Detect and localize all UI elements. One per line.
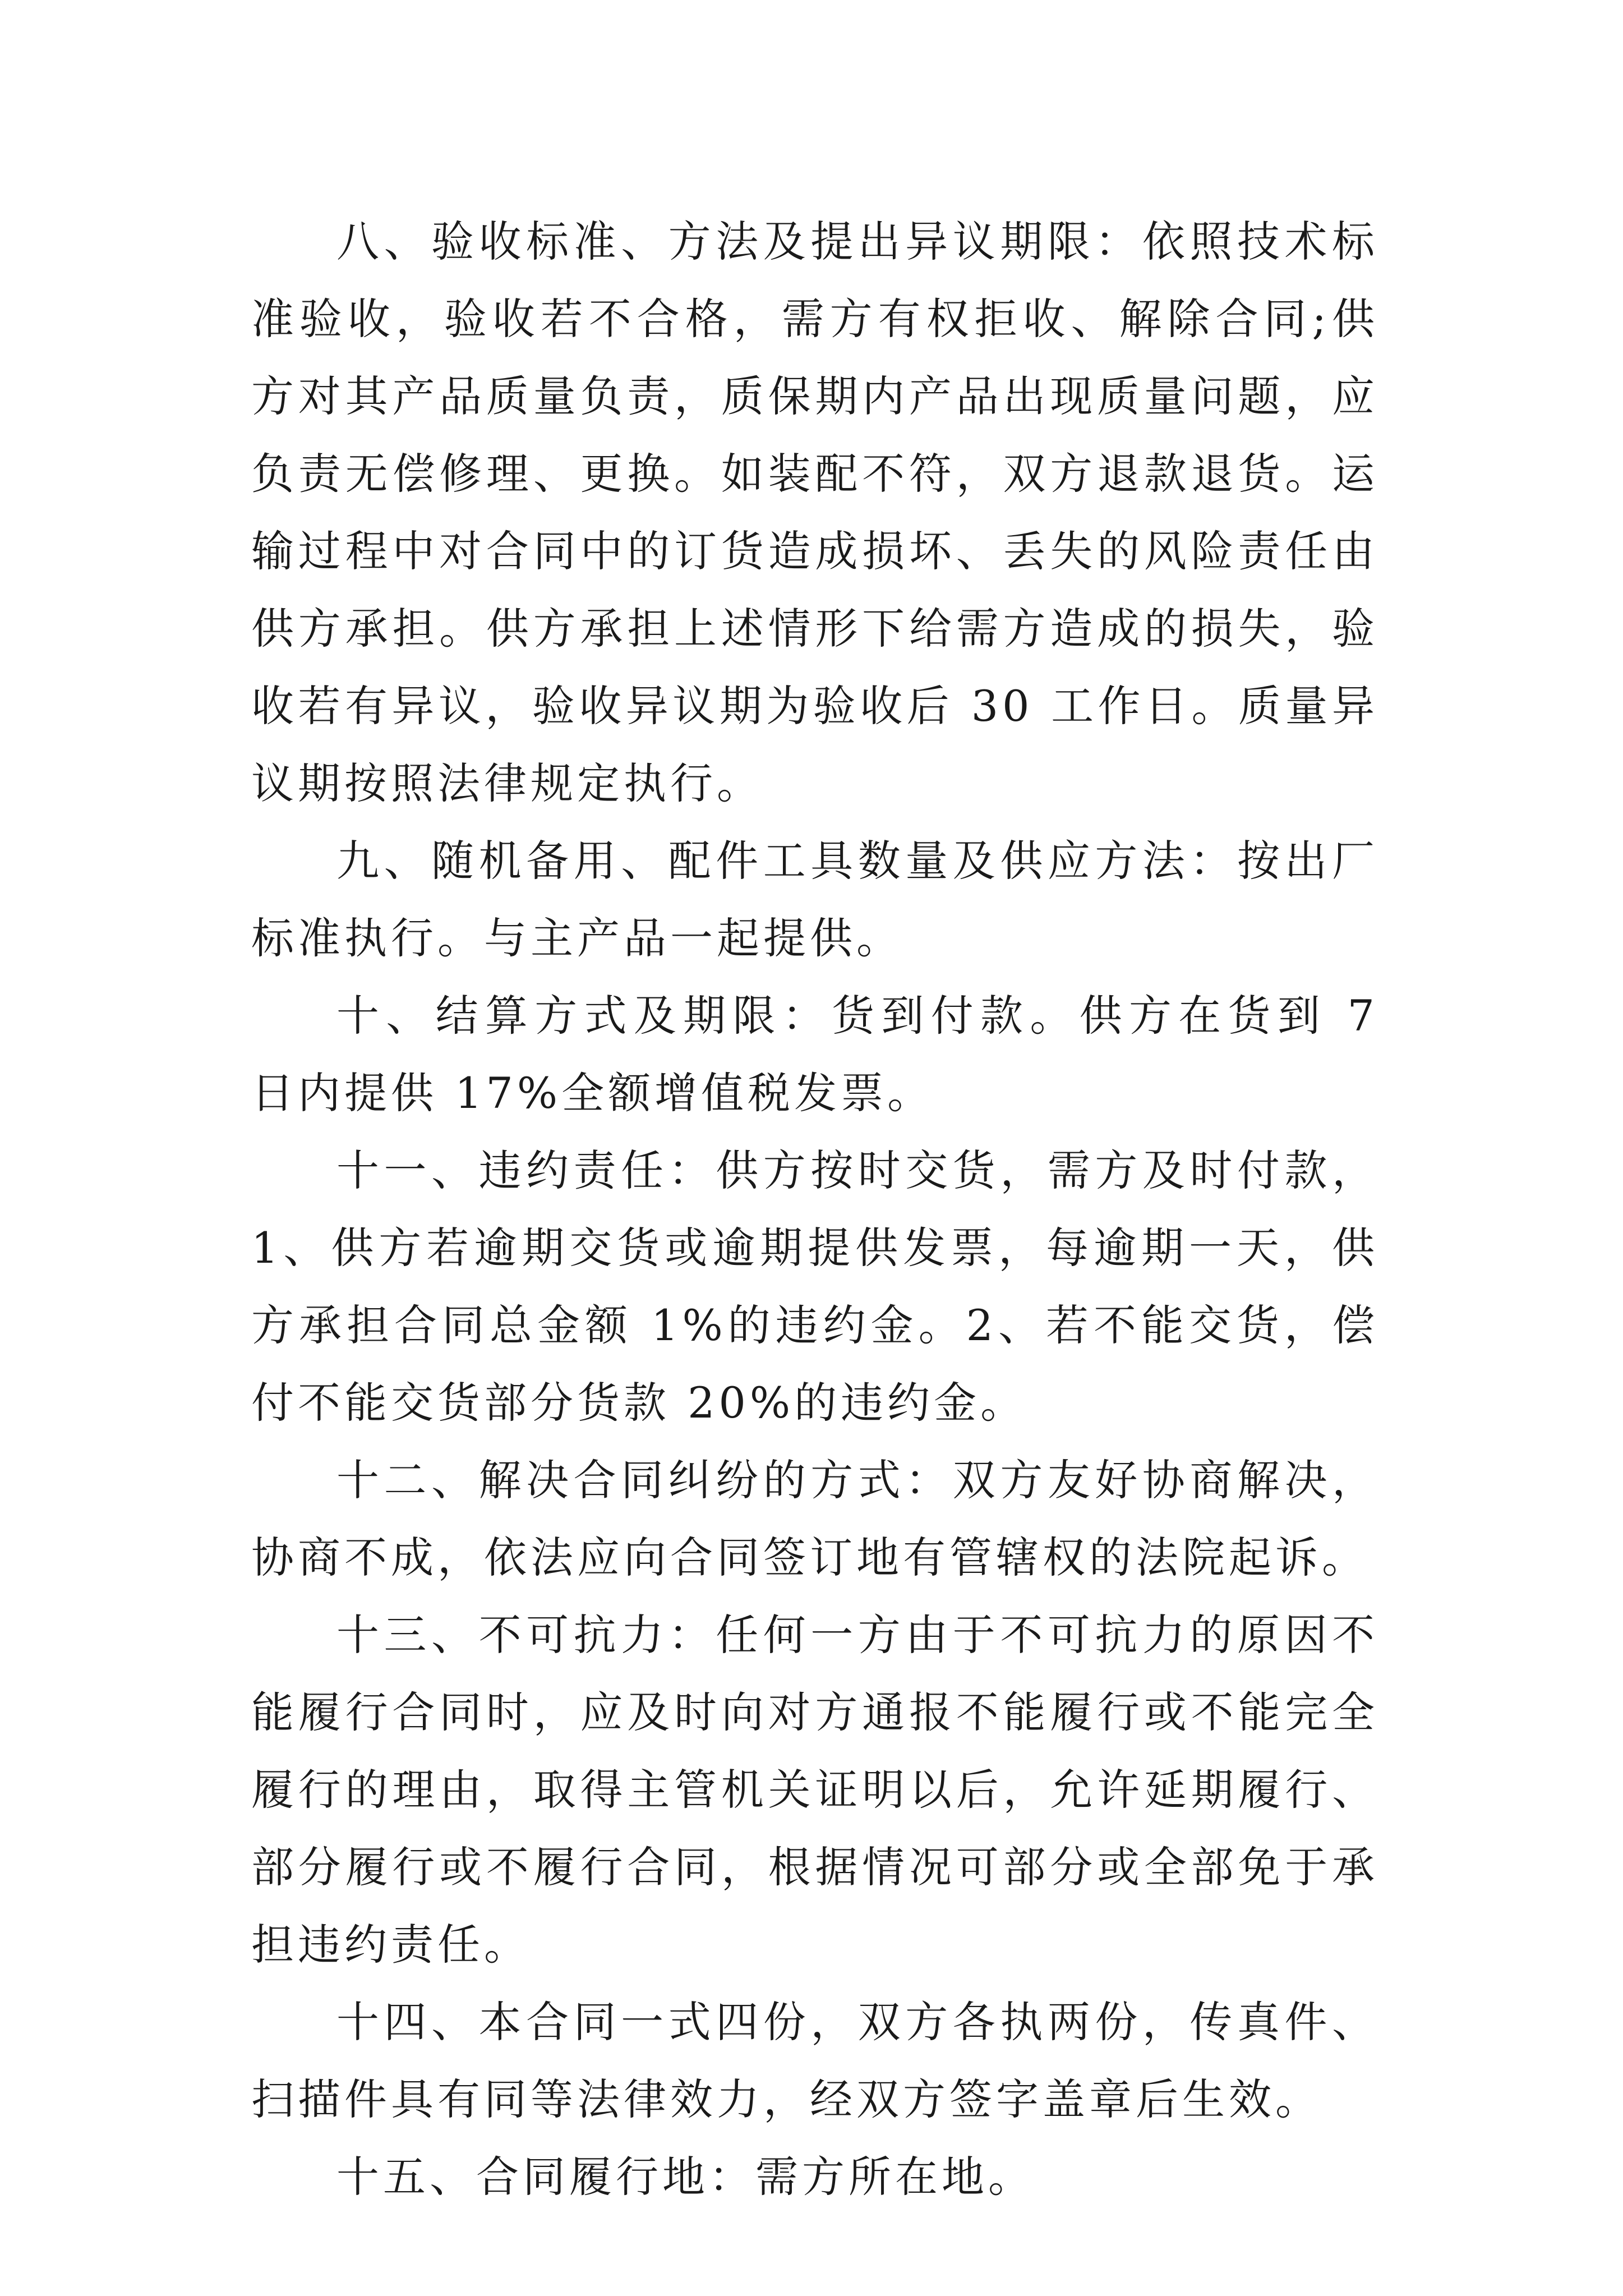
clause-14-copies: 十四、本合同一式四份，双方各执两份，传真件、扫描件具有同等法律效力，经双方签字盖章后生效。	[251, 1997, 1378, 2124]
clause-10-settlement: 十、结算方式及期限：货到付款。供方在货到 7 日内提供 17%全额增值税发票。	[251, 991, 1378, 1118]
clause-9-spare-parts: 九、随机备用、配件工具数量及供应方法：按出厂标准执行。与主产品一起提供。	[251, 836, 1378, 963]
clause-8-acceptance: 八、验收标准、方法及提出异议期限：依照技术标准验收，验收若不合格，需方有权拒收、解除合同;供方对其产品质量负责，质保期内产品出现质量问题，应负责无偿修理、更换。如装配不符，双方退款退货。运输过程中对合同中的订货造成损坏、丢失的风险责任由供方承担。供方承担上述情形下给需方造成的损失，验收若有异议，验收异议期为验收后 30 工作日。质量异议期按照法律规定执行。	[251, 217, 1378, 808]
clause-11-liability: 十一、违约责任：供方按时交货，需方及时付款，1、供方若逾期交货或逾期提供发票，每逾期一天，供方承担合同总金额 1%的违约金。2、若不能交货，偿付不能交货部分货款 20%的违约金。	[251, 1145, 1378, 1428]
contract-body	[251, 203, 1378, 2216]
clause-12-disputes: 十二、解决合同纠纷的方式：双方友好协商解决，协商不成，依法应向合同签订地有管辖权的法院起诉。	[251, 1455, 1378, 1582]
clause-13-force-majeure: 十三、不可抗力：任何一方由于不可抗力的原因不能履行合同时，应及时向对方通报不能履行或不能完全履行的理由，取得主管机关证明以后，允许延期履行、部分履行或不履行合同，根据情况可部分或全部免于承担违约责任。	[251, 1610, 1378, 1970]
clause-15-place: 十五、合同履行地：需方所在地。	[336, 2152, 1035, 2202]
